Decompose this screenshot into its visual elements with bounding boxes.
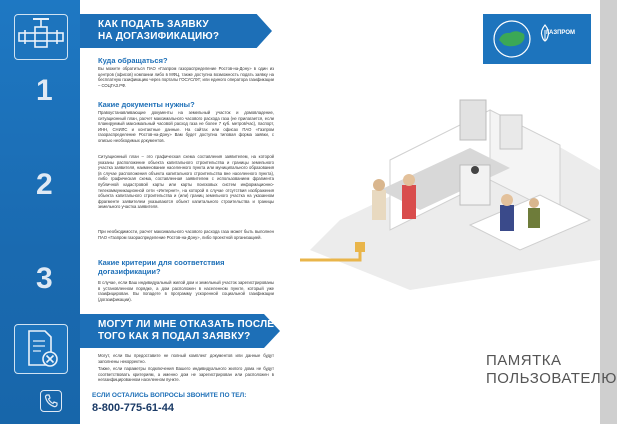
banner-how-to-apply-title bbox=[98, 19, 219, 43]
section3-heading-line1: Какие критерии для соответствия bbox=[98, 258, 225, 267]
step-number-3: 3 bbox=[36, 262, 53, 295]
section3-heading-line2: догазификации? bbox=[98, 267, 161, 276]
phone-icon bbox=[40, 390, 62, 412]
russia-map-emblem-icon bbox=[490, 18, 534, 65]
section2-body2: Ситуационный план – это графическая схема составления заявителем, на которой указаны расположение объекта капитального строительства и границы земельного участка заявителя, наименование населенного пункта или муниципального образования (в случае расположения объекта капитального строительства вне населенного пункта), либо графическая схема, составленная заявителем с использованием фрагмента публичной кадастровой карты или карты поисковых систем информационно-телекоммуникационной сети «Интернет», на которой в случае отсутствия изображения объекта капитального строительства и (или) границ земельного участка на указанном фрагменте заявителем указываются объект капитального строительства и границы земельного участка заявителя. bbox=[98, 154, 274, 210]
section2-body1: Правоустанавливающие документы на земельный участок и домовладение, ситуационный план, расчет максимального часового расхода газа (не прилагается, если планируемый максимальный часовой расход газа не более 7 куб. метров/час), паспорт, ИНН, СНИЛС и контактные данные. На сайтах или офисах ПАО «Газпром газораспределение Ростов-на-Дону» Вам будет доступна типовая форма заявки, с описью необходимых документов. bbox=[98, 110, 274, 143]
banner2-line2: ТОГО КАК Я ПОДАЛ ЗАЯВКУ? bbox=[98, 331, 251, 342]
memo-title-line2: ПОЛЬЗОВАТЕЛЮ bbox=[486, 370, 617, 387]
section1-heading: Куда обращаться? bbox=[98, 56, 168, 65]
contact-phone[interactable]: 8-800-775-61-44 bbox=[92, 402, 174, 414]
section2-body3: При необходимости, расчет максимального часового расхода газа может быть выполнен ПАО «Газпром газораспределение Ростов-на-Дону», либо проектной организацией. bbox=[98, 229, 274, 240]
banner2-line1: МОГУТ ЛИ МНЕ ОТКАЗАТЬ ПОСЛЕ bbox=[98, 319, 275, 330]
left-page bbox=[0, 0, 300, 424]
section4-body1: Могут, если Вы предоставите не полный комплект документов или данные будут заполнены некорректно. bbox=[98, 353, 274, 364]
section4-body2: Также, если параметры подключения Вашего индивидуального жилого дома не будут соответствовать критериям, а именно дом не зарегистрирован или расположен в негазифицированном населенном пункте. bbox=[98, 366, 274, 383]
banner1-line2: НА ДОГАЗИФИКАЦИЮ? bbox=[98, 31, 220, 42]
gas-pipe-valve-icon bbox=[14, 14, 68, 60]
gazprom-wordmark: ГАЗПРОМ bbox=[546, 30, 576, 36]
section2-heading: Какие документы нужны? bbox=[98, 100, 195, 109]
memo-title bbox=[486, 352, 617, 388]
step-number-2: 2 bbox=[36, 168, 53, 201]
section3-body: В случае, если Ваш индивидуальный жилой дом и земельный участок зарегистрированы в установленном порядке, а дом расположен в населенном пункте, который уже газифицирован. Вы попадете в программу ускоренной социальной газификации (догазификации). bbox=[98, 280, 274, 302]
document-reject-icon bbox=[14, 324, 68, 374]
memo-title-line1: ПАМЯТКА bbox=[486, 352, 562, 369]
kitchen-illustration bbox=[300, 70, 600, 290]
banner-can-refuse-title bbox=[98, 319, 274, 343]
section1-body: Вы можете обратиться ПАО «Газпром газораспределение Ростов-на-Дону» в один из центров (офисов) компании либо в МФЦ, также доступна возможность подать заявку на бесплатную газификацию через порталы ГОСУСЛУГ, или единого оператора газификации – СОЦГАЗ.РФ. bbox=[98, 66, 274, 88]
right-page bbox=[300, 0, 617, 424]
section3-heading bbox=[98, 258, 225, 276]
contact-label: ЕСЛИ ОСТАЛИСЬ ВОПРОСЫ ЗВОНИТЕ ПО ТЕЛ: bbox=[92, 392, 247, 399]
banner1-line1: КАК ПОДАТЬ ЗАЯВКУ bbox=[98, 19, 209, 30]
step-number-1: 1 bbox=[36, 74, 53, 107]
